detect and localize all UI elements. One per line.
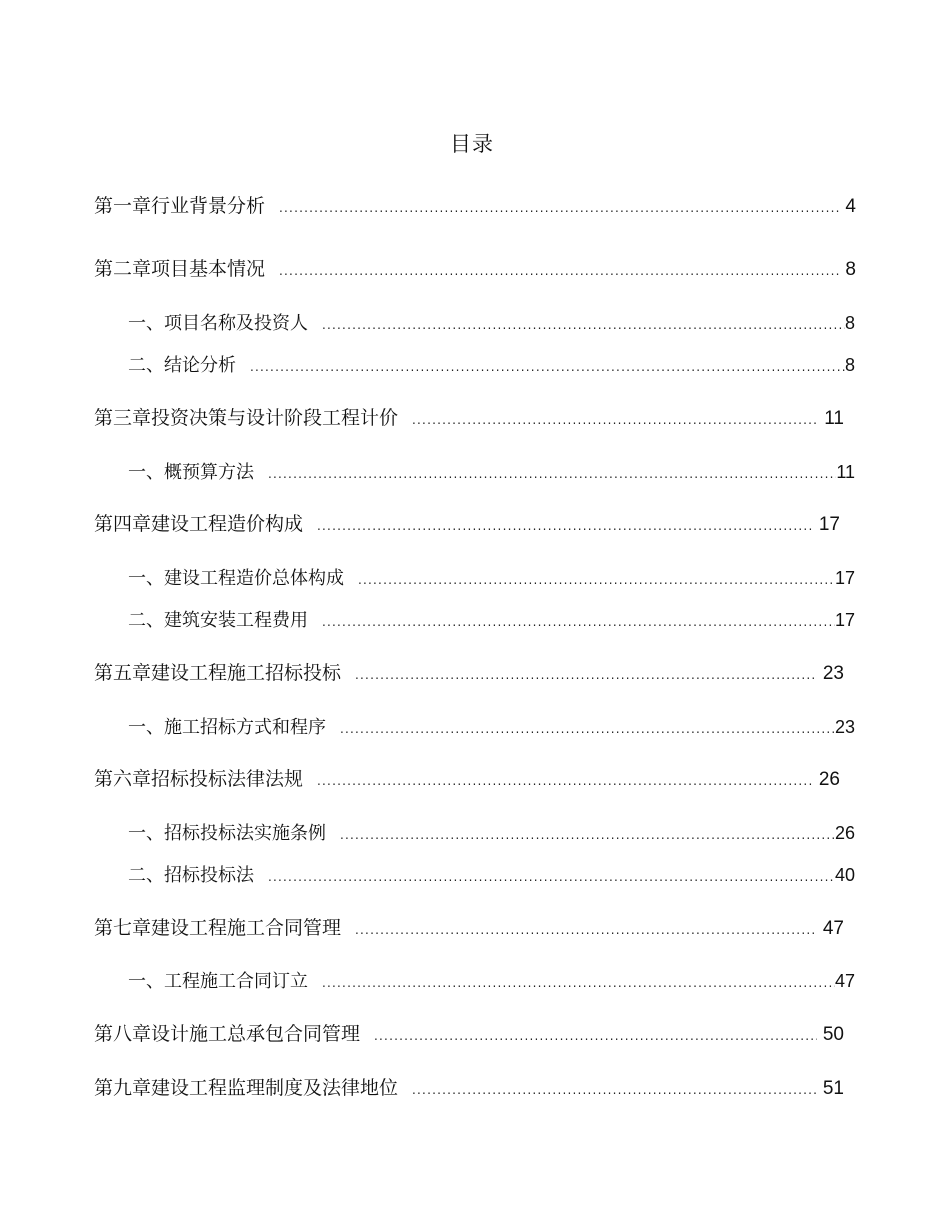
dot-leader <box>322 312 845 338</box>
toc-entry[interactable] <box>128 565 855 593</box>
entry-title: 建设工程施工合同管理 <box>151 917 342 939</box>
entry-title: 施工招标方式和程序 <box>164 717 326 738</box>
dot-leader <box>317 513 813 539</box>
entry-page-number: 40 <box>834 865 855 885</box>
entry-number: 第五章 <box>94 662 152 684</box>
entry-number: 第六章 <box>94 768 152 790</box>
entry-page-number: 47 <box>822 918 844 939</box>
entry-title: 概预算方法 <box>164 462 254 483</box>
entry-page-number: 23 <box>822 663 844 684</box>
entry-title: 建设工程造价构成 <box>151 513 304 535</box>
entry-number: 一、 <box>128 717 164 738</box>
dot-leader <box>317 768 813 794</box>
dot-leader <box>279 195 839 221</box>
entry-page-number: 8 <box>845 259 856 280</box>
entry-title: 建设工程监理制度及法律地位 <box>151 1077 399 1099</box>
entry-page-number: 11 <box>836 462 855 482</box>
entry-page-number: 47 <box>834 971 855 991</box>
entry-page-number: 17 <box>818 514 840 535</box>
entry-number: 二、 <box>128 355 164 376</box>
dot-leader <box>355 917 817 943</box>
toc-entry[interactable] <box>128 714 855 742</box>
entry-number: 一、 <box>128 971 164 992</box>
entry-number: 一、 <box>128 313 164 334</box>
toc-entry[interactable] <box>94 511 840 539</box>
toc-title: 目录 <box>450 132 494 156</box>
toc-entry[interactable] <box>94 915 844 943</box>
entry-page-number: 8 <box>844 355 855 375</box>
toc-entry[interactable] <box>94 660 844 688</box>
toc-entry[interactable] <box>128 352 855 380</box>
dot-leader <box>358 567 835 593</box>
dot-leader <box>374 1023 817 1049</box>
toc-entry[interactable] <box>94 256 856 284</box>
entry-title: 工程施工合同订立 <box>164 971 308 992</box>
entry-title: 建筑安装工程费用 <box>164 610 308 631</box>
toc-entry[interactable] <box>94 405 844 433</box>
entry-title: 结论分析 <box>164 355 236 376</box>
entry-title: 项目名称及投资人 <box>164 313 308 334</box>
entry-title: 项目基本情况 <box>151 258 266 280</box>
entry-title: 设计施工总承包合同管理 <box>151 1023 361 1045</box>
entry-page-number: 23 <box>834 717 855 737</box>
toc-entry[interactable] <box>128 459 855 487</box>
toc-entry[interactable] <box>128 968 855 996</box>
entry-title: 招标投标法 <box>164 865 254 886</box>
entry-page-number: 17 <box>834 610 855 630</box>
entry-title: 招标投标法律法规 <box>151 768 304 790</box>
entry-number: 第七章 <box>94 917 152 939</box>
dot-leader <box>322 970 835 996</box>
toc-entry[interactable] <box>94 1075 844 1103</box>
entry-title: 投资决策与设计阶段工程计价 <box>151 407 399 429</box>
entry-page-number: 11 <box>824 408 844 429</box>
entry-number: 一、 <box>128 568 164 589</box>
entry-number: 二、 <box>128 865 164 886</box>
dot-leader <box>340 822 835 848</box>
dot-leader <box>279 258 839 284</box>
entry-number: 二、 <box>128 610 164 631</box>
entry-page-number: 50 <box>822 1024 844 1045</box>
entry-number: 第八章 <box>94 1023 152 1045</box>
entry-page-number: 4 <box>845 196 856 217</box>
toc-entry[interactable] <box>94 766 840 794</box>
entry-page-number: 51 <box>822 1078 844 1099</box>
entry-number: 第九章 <box>94 1077 152 1099</box>
dot-leader <box>412 1077 817 1103</box>
dot-leader <box>322 609 835 635</box>
entry-page-number: 26 <box>818 769 840 790</box>
toc-entry[interactable] <box>128 607 855 635</box>
entry-number: 第二章 <box>94 258 152 280</box>
toc-entry[interactable] <box>128 820 855 848</box>
entry-title: 行业背景分析 <box>151 195 266 217</box>
toc-entry[interactable] <box>128 310 855 338</box>
entry-number: 第四章 <box>94 513 152 535</box>
entry-number: 一、 <box>128 823 164 844</box>
dot-leader <box>250 354 845 380</box>
toc-entry[interactable] <box>94 193 856 221</box>
entry-page-number: 17 <box>834 568 855 588</box>
dot-leader <box>412 407 818 433</box>
dot-leader <box>268 864 835 890</box>
dot-leader <box>268 461 836 487</box>
entry-title: 建设工程施工招标投标 <box>151 662 342 684</box>
toc-entry[interactable] <box>94 1021 844 1049</box>
entry-number: 一、 <box>128 462 164 483</box>
toc-entry[interactable] <box>128 862 855 890</box>
dot-leader <box>355 662 817 688</box>
entry-title: 建设工程造价总体构成 <box>164 568 344 589</box>
entry-number: 第一章 <box>94 195 152 217</box>
dot-leader <box>340 716 835 742</box>
entry-number: 第三章 <box>94 407 152 429</box>
entry-page-number: 26 <box>834 823 855 843</box>
entry-title: 招标投标法实施条例 <box>164 823 326 844</box>
entry-page-number: 8 <box>844 313 855 333</box>
